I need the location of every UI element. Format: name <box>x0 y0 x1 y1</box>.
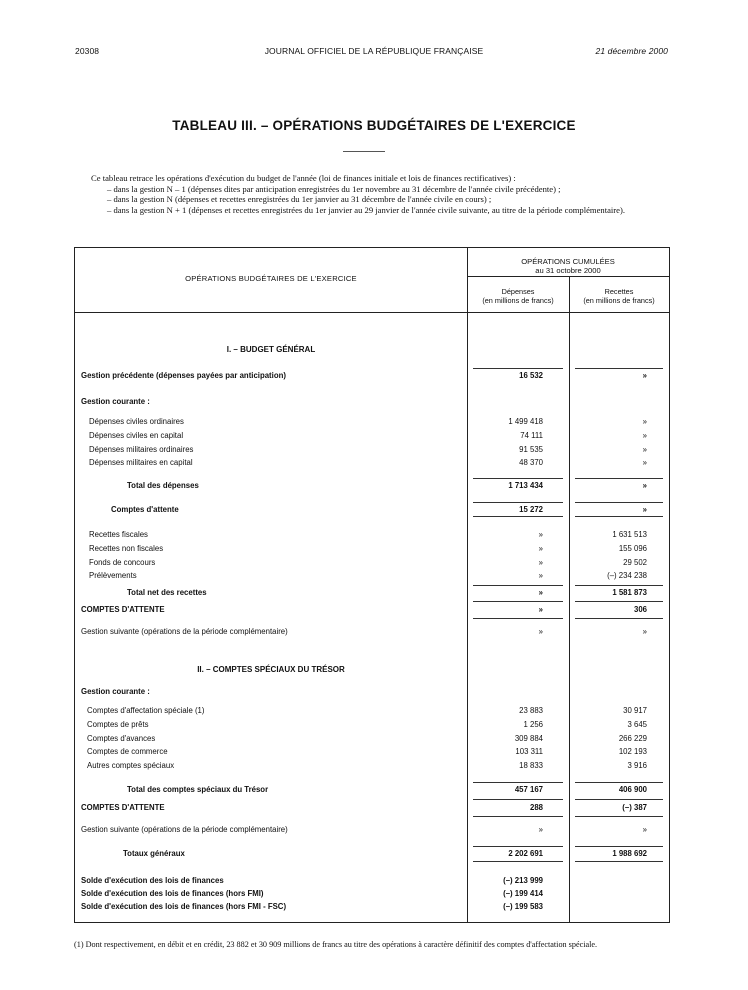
page-number: 20308 <box>75 46 100 56</box>
page-title: TABLEAU III. – OPÉRATIONS BUDGÉTAIRES DE L'EXERCICE <box>172 118 576 133</box>
total-rule <box>473 799 563 800</box>
table-row: Dépenses civiles en capital 74 111 » <box>89 431 647 440</box>
column-header-recettes-line2: (en millions de francs) <box>583 295 655 305</box>
total-rule <box>575 846 663 847</box>
column-header-cumul <box>467 257 669 275</box>
table-row: Solde d'exécution des lois de finances (hors FMI - FSC) (–) 199 583 <box>81 902 543 911</box>
journal-title: JOURNAL OFFICIEL DE LA RÉPUBLIQUE FRANÇAISE <box>264 46 484 56</box>
budget-table <box>74 247 670 923</box>
column-divider <box>467 248 468 922</box>
table-row: Gestion précédente (dépenses payées par anticipation) 16 532 » <box>81 371 647 380</box>
table-row: Gestion courante : <box>81 397 150 406</box>
total-rule <box>575 601 663 602</box>
table-row: Gestion courante : <box>81 687 150 696</box>
table-row: Gestion suivante (opérations de la période complémentaire) » » <box>81 627 647 636</box>
column-header-recettes-line1: Recettes <box>604 287 634 296</box>
table-row: Comptes de prêts 1 256 3 645 <box>87 720 647 729</box>
total-rule <box>575 618 663 619</box>
intro-item: – dans la gestion N + 1 (dépenses et recettes enregistrées du 1er janvier au 29 janvier de l'année civile suivante, au titre de la période complémentaire). <box>107 204 625 215</box>
intro-item: – dans la gestion N (dépenses et recettes enregistrées du 1er janvier au 31 décembre de l'année civile en cours) ; <box>107 194 492 204</box>
table-row: Totaux généraux 2 202 691 1 988 692 <box>123 849 647 858</box>
column-header-depenses <box>467 288 569 305</box>
total-rule <box>575 478 663 479</box>
intro-text <box>86 173 676 215</box>
total-rule <box>473 816 563 817</box>
table-row: Comptes de commerce 103 311 102 193 <box>87 747 647 756</box>
table-row: Dépenses militaires ordinaires 91 535 » <box>89 445 647 454</box>
total-rule <box>575 861 663 862</box>
section-heading-budget-general: I. – BUDGET GÉNÉRAL <box>226 345 316 354</box>
table-row: Recettes fiscales » 1 631 513 <box>89 530 647 539</box>
total-rule <box>575 516 663 517</box>
footnote: (1) Dont respectivement, en débit et en crédit, 23 882 et 30 909 millions de francs au titre des opérations à caractère définitif des comptes d'affectation spéciale. <box>74 940 598 949</box>
table-row: Gestion suivante (opérations de la période complémentaire) » » <box>81 825 647 834</box>
total-rule <box>575 816 663 817</box>
total-rule <box>473 601 563 602</box>
total-rule <box>473 516 563 517</box>
total-rule <box>575 585 663 586</box>
total-rule <box>473 846 563 847</box>
column-header-cumul-line1: OPÉRATIONS CUMULÉES <box>521 257 615 266</box>
table-row: Comptes d'avances 309 884 266 229 <box>87 734 647 743</box>
table-row: Total des dépenses 1 713 434 » <box>127 481 647 490</box>
issue-date: 21 décembre 2000 <box>595 46 668 56</box>
total-rule <box>575 782 663 783</box>
intro-item: – dans la gestion N – 1 (dépenses dites par anticipation enregistrées du 1er novembre au 31 décembre de l'année civile précédente) ; <box>107 183 561 194</box>
column-header-depenses-line1: Dépenses <box>501 287 535 296</box>
total-rule <box>473 861 563 862</box>
total-rule <box>473 782 563 783</box>
column-header-depenses-line2: (en millions de francs) <box>482 295 554 305</box>
table-row: Recettes non fiscales » 155 096 <box>89 544 647 553</box>
total-rule <box>473 618 563 619</box>
table-row: Fonds de concours » 29 502 <box>89 558 647 567</box>
header-divider <box>75 312 669 313</box>
table-row: Total net des recettes » 1 581 873 <box>127 588 647 597</box>
table-row: Prélèvements » (–) 234 238 <box>89 571 647 580</box>
table-row: COMPTES D'ATTENTE 288 (–) 387 <box>81 803 647 812</box>
total-rule <box>473 585 563 586</box>
total-rule <box>575 799 663 800</box>
title-divider <box>343 151 385 152</box>
intro-lead: Ce tableau retrace les opérations d'exécution du budget de l'année (loi de finances initiale et lois de finances rectificatives) : <box>91 173 516 183</box>
table-row: Dépenses civiles ordinaires 1 499 418 » <box>89 417 647 426</box>
header-divider <box>467 276 669 277</box>
table-row: Solde d'exécution des lois de finances (–) 213 999 <box>81 876 543 885</box>
total-rule <box>473 478 563 479</box>
total-rule <box>473 368 563 369</box>
table-row: Dépenses militaires en capital 48 370 » <box>89 458 647 467</box>
table-row: Comptes d'attente 15 272 » <box>111 505 647 514</box>
table-row: Total des comptes spéciaux du Trésor 457 167 406 900 <box>127 785 647 794</box>
total-rule <box>575 368 663 369</box>
total-rule <box>473 502 563 503</box>
column-header-recettes <box>569 288 669 305</box>
table-row: Comptes d'affectation spéciale (1) 23 883 30 917 <box>87 706 647 715</box>
column-header-operations: OPÉRATIONS BUDGÉTAIRES DE L'EXERCICE <box>185 274 357 283</box>
total-rule <box>575 502 663 503</box>
table-row: Autres comptes spéciaux 18 833 3 916 <box>87 761 647 770</box>
column-header-cumul-line2: au 31 octobre 2000 <box>535 266 601 275</box>
table-row: Solde d'exécution des lois de finances (hors FMI) (–) 199 414 <box>81 889 543 898</box>
section-heading-comptes-speciaux: II. – COMPTES SPÉCIAUX DU TRÉSOR <box>197 665 345 674</box>
table-row: COMPTES D'ATTENTE » 306 <box>81 605 647 614</box>
